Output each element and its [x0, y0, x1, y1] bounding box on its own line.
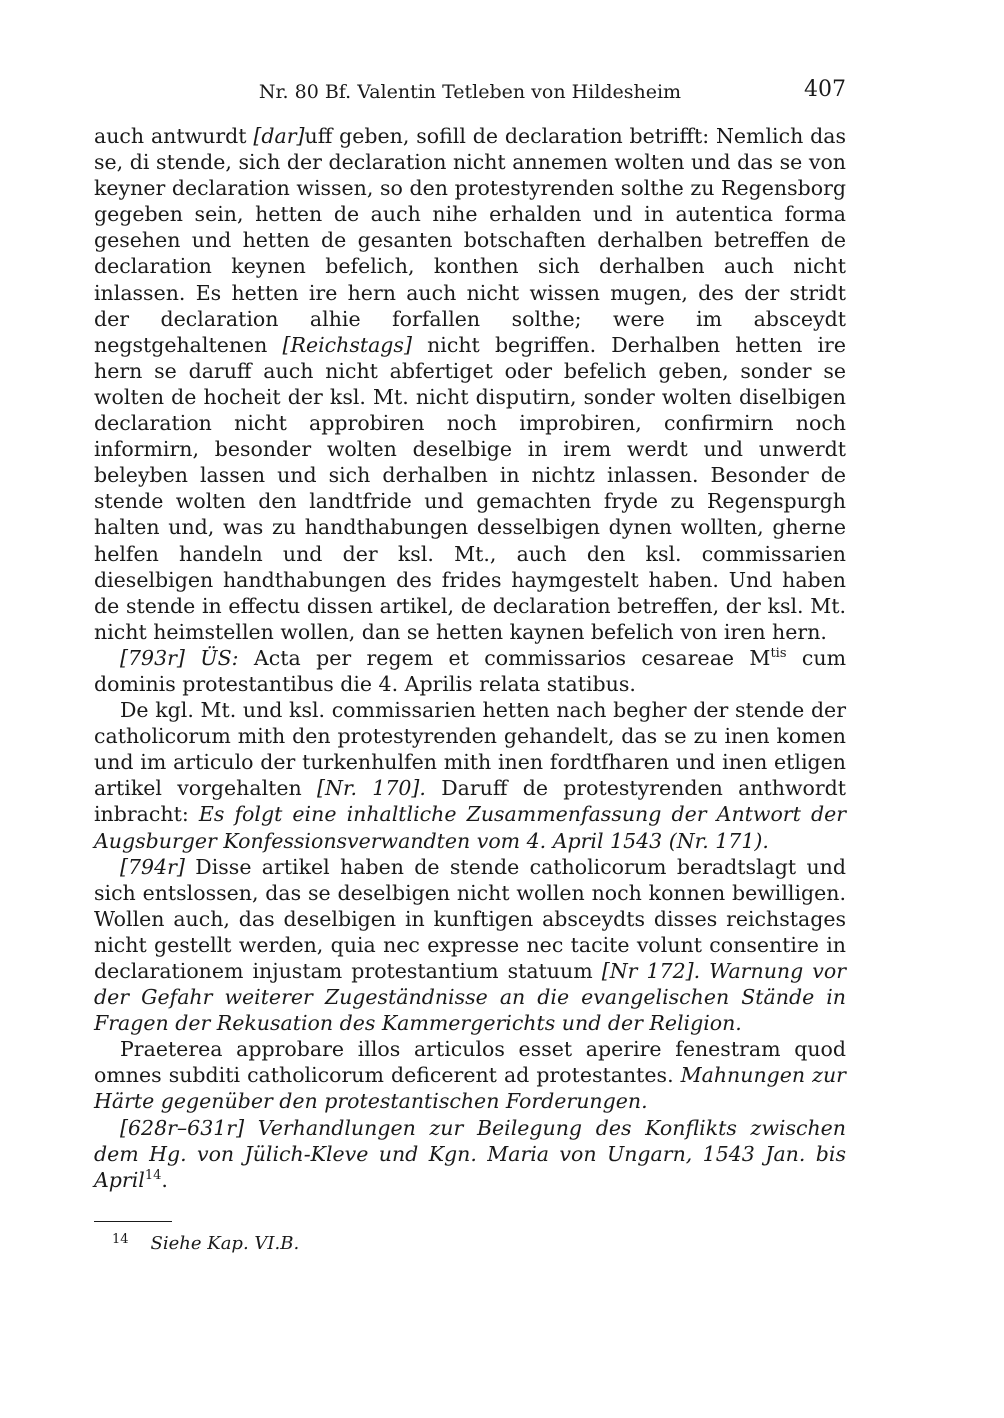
- footnote-number: 14: [112, 1232, 129, 1247]
- paragraph: [94, 1036, 846, 1114]
- page-number: 407: [804, 77, 846, 102]
- text-run: Praeterea approbare illos articulos esset aperire fenestram quod omnes subditi catholicorum deficerent ad protestantes.: [94, 1037, 846, 1088]
- text-run: Disse artikel haben de stende catholicorum beradtslagt und sich entslossen, das se deselbigen nicht wollen noch konnen bewilligen. Wollen auch, das deselbigen in kunftigen absceydts disses reichstages nicht gestellt werden, quia nec expresse nec tacite volunt consentire in declarationem injustam protestantium statuum: [94, 854, 846, 983]
- text-run: auch antwurdt: [94, 124, 254, 148]
- paragraph: [94, 1115, 846, 1193]
- text-run: Daruff de protestyrenden anthwordt inbracht:: [94, 776, 846, 827]
- italic-text: Mahnungen zur Härte gegenüber den protestantischen Forderungen.: [94, 1063, 846, 1114]
- superscript: 14: [144, 1167, 162, 1183]
- italic-text: [794r]: [120, 854, 185, 879]
- paragraph: [94, 854, 846, 1037]
- running-title: Nr. 80 Bf. Valentin Tetleben von Hildesheim: [258, 81, 682, 103]
- text-run: Acta per regem et commissarios cesareae M: [238, 645, 771, 670]
- italic-text: [Nr. 170].: [317, 776, 426, 801]
- italic-text: [793r] ÜS:: [120, 645, 239, 670]
- superscript: tis: [770, 645, 787, 661]
- paragraph: [94, 123, 846, 645]
- text-run: De kgl. Mt. und ksl. commissarien hetten nach begher der stende der catholicorum mith den protestyrenden gehandelt, das se zu inen komen und im articulo der turkenhulfen mith inen fordtfharen und inen etligen artikel vorgehalten: [94, 698, 846, 801]
- text-run: .: [161, 1167, 168, 1192]
- text-run: cum dominis protestantibus die 4. Aprilis relata statibus.: [94, 645, 847, 696]
- italic-text: [dar]: [253, 124, 305, 148]
- italic-text: Es folgt eine inhaltliche Zusammenfassung der Antwort der Augsburger Konfessionsverwandten vom 4. April 1543 (Nr. 171).: [94, 802, 847, 853]
- footnote: [112, 1227, 299, 1257]
- italic-text: [628r–631r] Verhandlungen zur Beilegung des Konflikts zwischen dem Hg. von Jülich-Kleve und Kgn. Maria von Ungarn, 1543 Jan. bis April: [94, 1115, 846, 1192]
- paragraph: [94, 645, 846, 697]
- footnote-text: Siehe Kap. VI.B.: [150, 1233, 300, 1254]
- paragraph: [94, 697, 846, 854]
- italic-text: [Nr 172]. Warnung vor der Gefahr weiterer Zugeständnisse an die evangelischen Stände in Fragen der Rekusation des Kammergerichts und der Religion.: [94, 959, 846, 1036]
- italic-text: [Reichstags]: [282, 332, 412, 357]
- text-run: uff geben, sofill de declaration betrifft: Nemlich das se, di stende, sich der declaration nicht annemen wolten und das se von keyner declaration wissen, so den protestyrenden solthe zu Regensborg gegeben sein, hetten de auch nihe erhalden und in autentica forma gesehen und hetten de gesanten botschaften derhalben betreffen de declaration keynen befelich, konthen sich derhalben auch nicht inlassen. Es hetten ire hern auch nicht wissen mugen, des der stridt der declaration alhie forfallen solthe; were im absceydt negstgehaltenen: [94, 124, 846, 357]
- text-run: nicht begriffen. Derhalben hetten ire hern se daruff auch nicht abfertiget oder befelich geben, sonder se wolten de hocheit der ksl. Mt. nicht disputirn, sonder wolten diselbigen declaration nicht approbiren noch improbiren, confirmirn noch informirn, besonder wolten deselbige in irem werdt und unwerdt beleyben lassen und sich derhalben in nichtz inlassen. Besonder de stende wolten den landtfride und gemachten fryde zu Regenspurgh halten und, was zu handthabungen desselbigen dynen wollten, gherne helfen handeln und der ksl. Mt., auch den ksl. commissarien dieselbigen handthabungen des frides haymgestelt haben. Und haben de stende in effectu dissen artikel, de declaration betreffen, der ksl. Mt. nicht heimstellen wollen, dan se hetten kaynen befelich von iren hern.: [94, 332, 846, 644]
- body-text: [94, 123, 846, 1193]
- footnote-divider: [94, 1221, 172, 1222]
